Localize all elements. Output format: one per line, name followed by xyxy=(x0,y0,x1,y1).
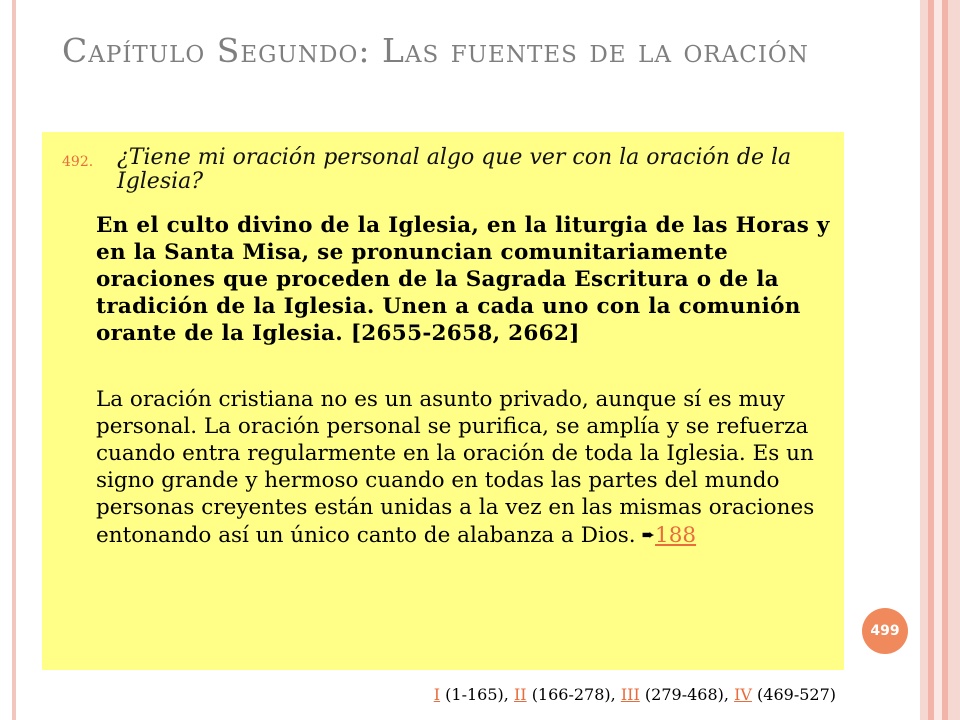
question-text: ¿Tiene mi oración personal algo que ver con la oración de la Iglesia? xyxy=(117,145,792,194)
footer-range-part-3: (279-468), xyxy=(644,685,729,704)
content-box xyxy=(42,132,844,670)
slide-title: Capítulo Segundo: Las fuentes de la oración xyxy=(62,31,809,70)
question-number: 492. xyxy=(62,154,94,170)
answer-plain-paragraph xyxy=(96,386,836,549)
footer-range-part-4: (469-527) xyxy=(757,685,836,704)
footer-link-part-2[interactable]: II xyxy=(513,685,527,704)
answer-plain-text: La oración cristiana no es un asunto privado, aunque sí es muy personal. La oración personal se purifica, se amplía y se refuerza cuando entra regularmente en la oración de toda la Iglesia. Es un signo grande y hermoso cuando en todas las partes del mundo personas creyentes están unidas a la vez en las mismas oraciones entonando así un único canto de alabanza a Dios. xyxy=(96,387,815,548)
answer-bold-paragraph: En el culto divino de la Iglesia, en la liturgia de las Horas y en la Santa Misa, se pronuncian comunitariamente oraciones que proceden de la Sagrada Escritura o de la tradición de la Iglesia. Unen a cada uno con la comunión orante de la Iglesia. [2655-2658, 2662] xyxy=(96,213,830,346)
footer-link-part-1[interactable]: I xyxy=(433,685,441,704)
reference-link[interactable]: 188 xyxy=(655,523,697,548)
footer-range-part-2: (166-278), xyxy=(531,685,616,704)
footer-navigation xyxy=(434,685,836,704)
footer-range-part-1: (1-165), xyxy=(445,685,509,704)
question-row xyxy=(62,146,832,194)
right-arrow-icon: ➨ xyxy=(641,525,656,544)
right-border-stripes xyxy=(920,0,960,720)
page-number-badge: 499 xyxy=(862,608,908,654)
footer-link-part-4[interactable]: IV xyxy=(734,685,752,704)
left-border-line xyxy=(12,0,16,720)
footer-link-part-3[interactable]: III xyxy=(620,685,640,704)
